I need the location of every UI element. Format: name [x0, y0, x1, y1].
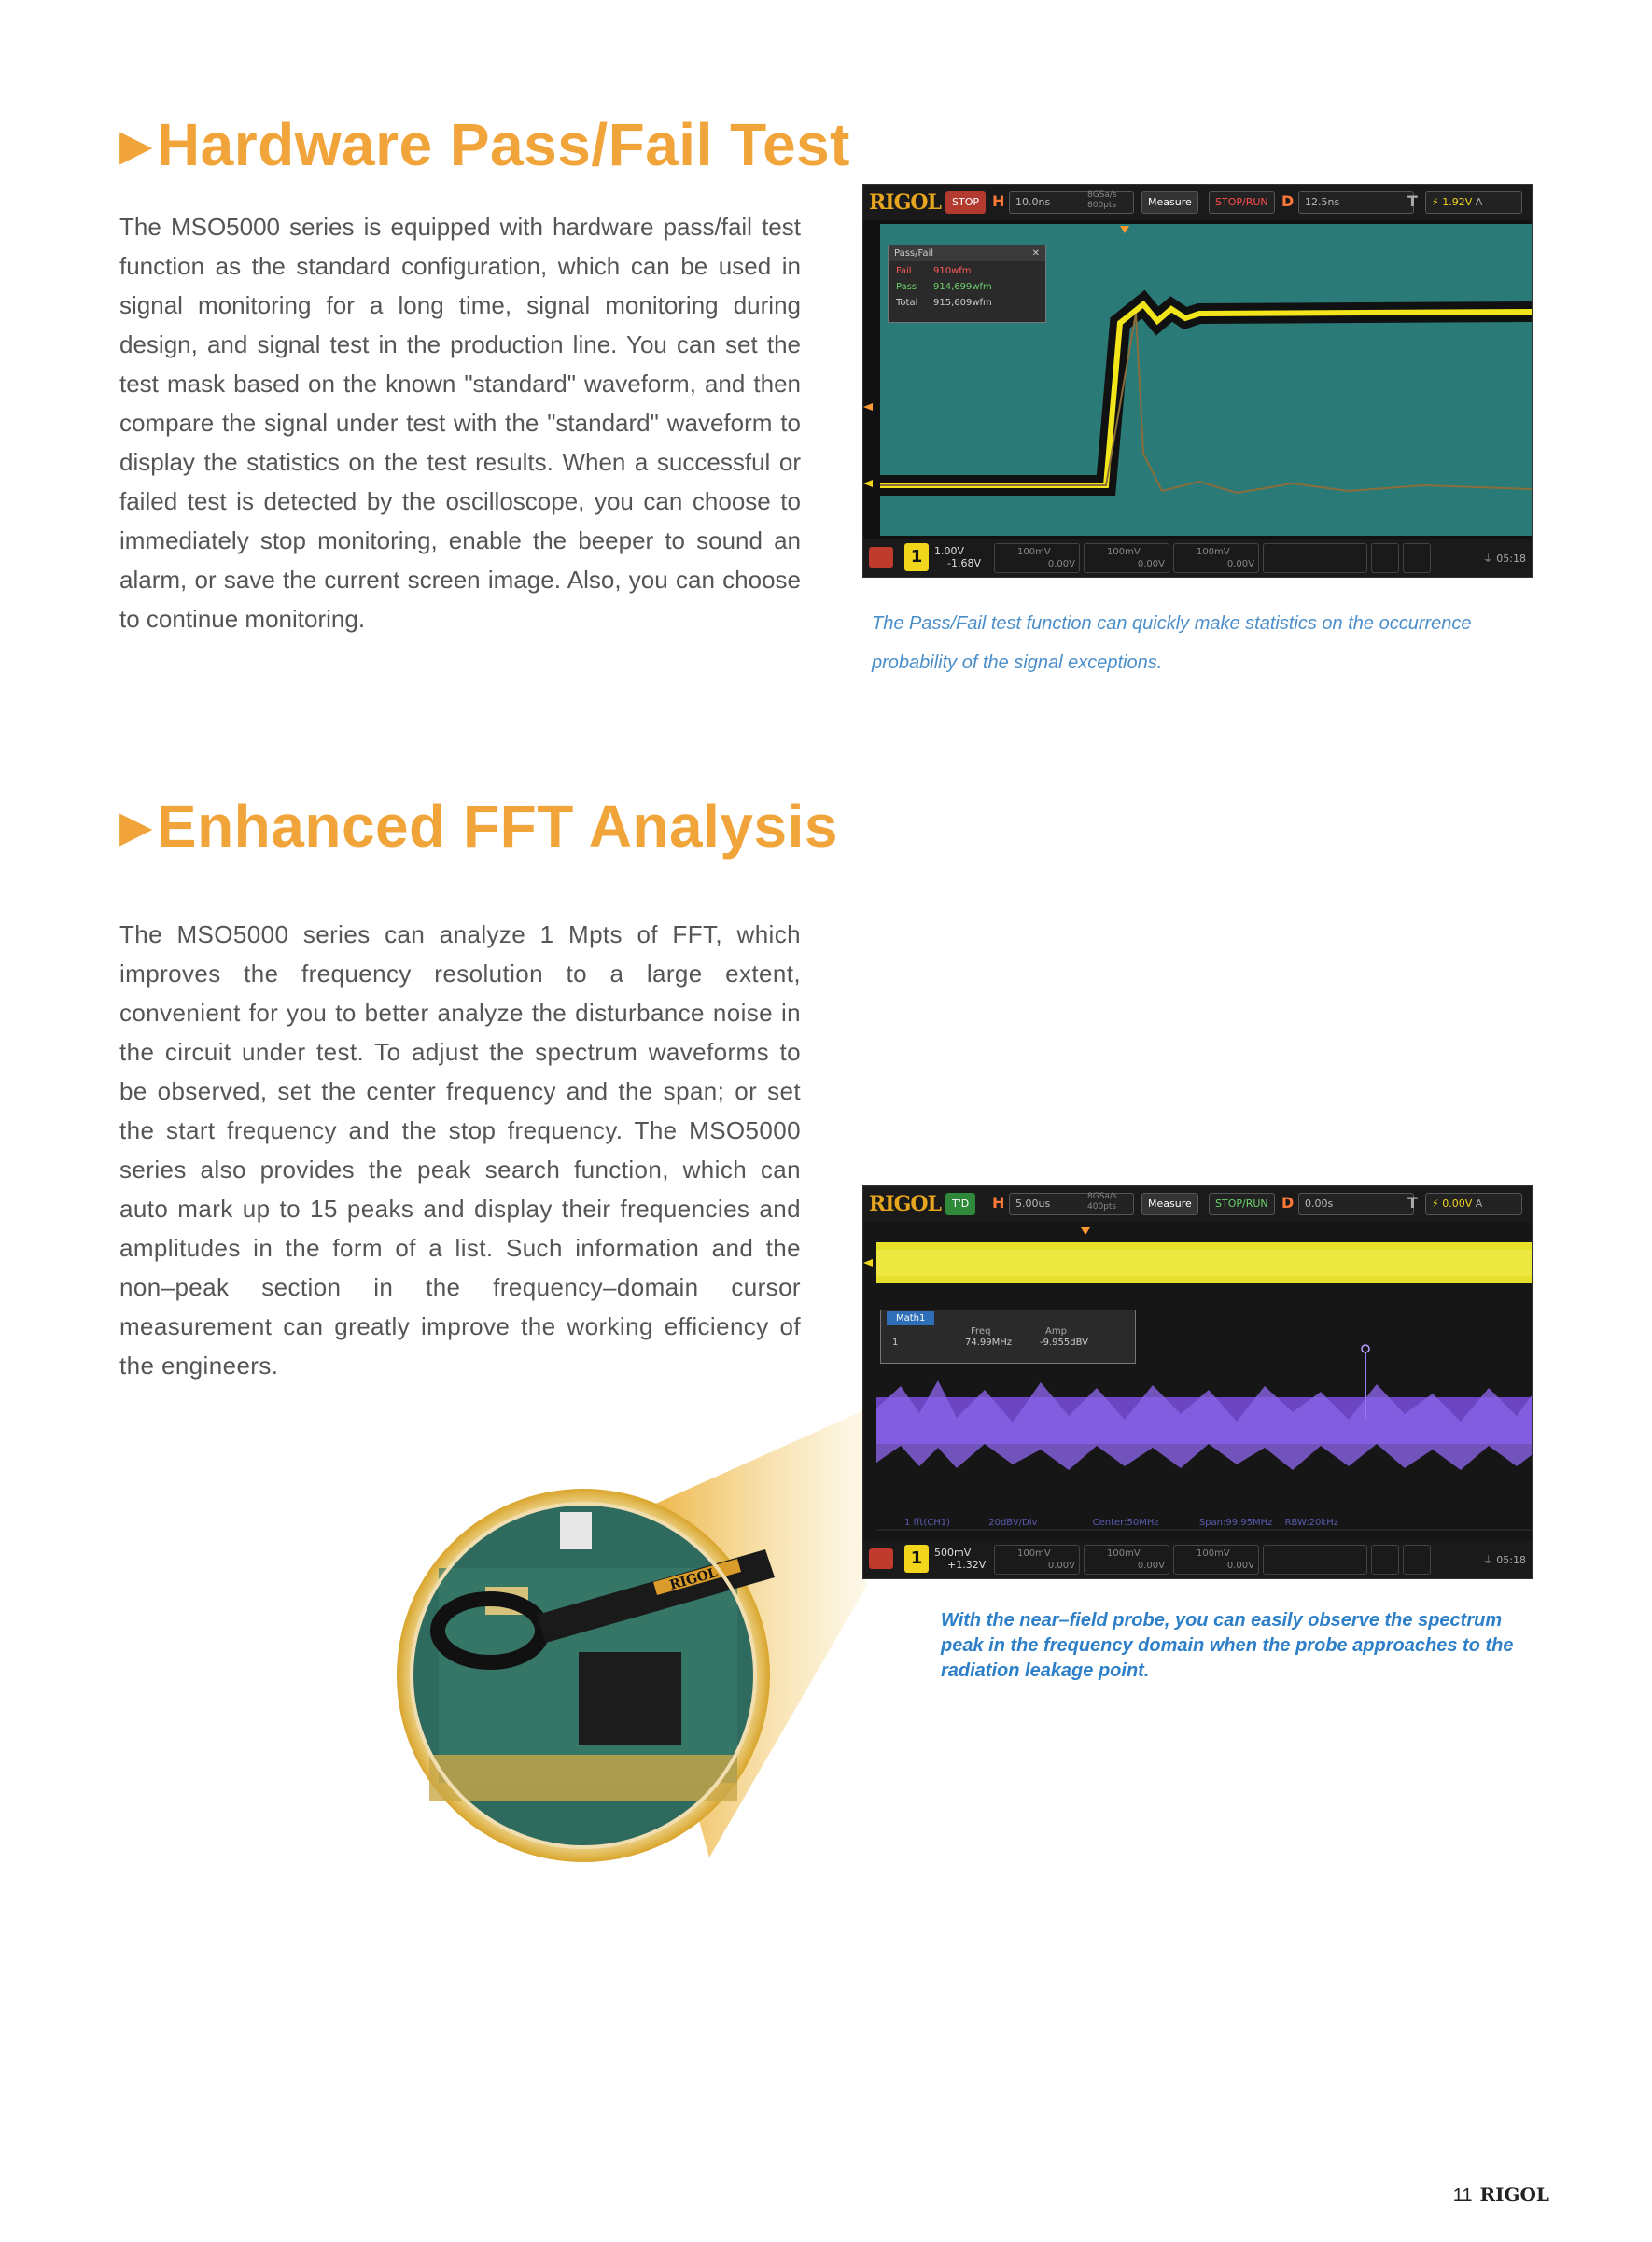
h-icon: H: [992, 1194, 1005, 1212]
row-index: 1: [892, 1338, 899, 1348]
ch2-button[interactable]: 100mV 0.00V: [994, 543, 1080, 573]
stop-run-button[interactable]: STOP/RUN: [1209, 191, 1275, 214]
close-icon[interactable]: ✕: [1031, 248, 1040, 259]
clock-readout: ⏚ 05:18: [1482, 1554, 1526, 1566]
d-icon: D: [1281, 1194, 1295, 1212]
timebase-readout: 10.0ns: [1009, 191, 1134, 214]
fft-rbw: RBW:20kHz: [1284, 1518, 1338, 1528]
probe-label: RIGOL: [667, 1565, 720, 1593]
trigger-level: ⚡ 0.00V A: [1425, 1193, 1522, 1215]
row-freq: 74.99MHz: [965, 1338, 1013, 1348]
footer-brand: RIGOL: [1479, 2183, 1549, 2206]
measure-button[interactable]: Measure: [1141, 1193, 1198, 1215]
total-label: Total: [896, 298, 918, 308]
triangle-bullet-icon: ▶: [119, 802, 153, 850]
fft-source: 1 fft(CH1): [904, 1518, 951, 1528]
run-status-badge: T'D: [945, 1193, 975, 1215]
fft-info-bar: [904, 1518, 1520, 1528]
panel-title: Math1: [887, 1311, 934, 1325]
pass-label: Pass: [896, 282, 917, 292]
table-row: [881, 1338, 1135, 1349]
fft-waveform-area: [863, 1222, 1532, 1541]
ch4-button[interactable]: 100mV 0.00V: [1173, 543, 1259, 573]
fft-peak-table: [880, 1310, 1136, 1364]
fft-span: Span:99.95MHz: [1198, 1518, 1273, 1528]
scope-bottom-bar: [863, 1541, 1532, 1578]
section-title-text: Enhanced FFT Analysis: [156, 792, 838, 860]
rigol-logo: RIGOL: [869, 190, 941, 215]
page-footer: [1453, 2183, 1549, 2207]
clock-readout: ⏚ 05:18: [1482, 553, 1526, 565]
delay-readout: 0.00s: [1298, 1193, 1414, 1215]
ch1-readout: 1.00V -1.68V: [934, 545, 981, 569]
rigol-logo: RIGOL: [869, 1192, 941, 1216]
run-status-badge: STOP: [945, 191, 986, 214]
row-amp: -9.955dBV: [1040, 1338, 1088, 1348]
passfail-description: The MSO5000 series is equipped with hardware pass/fail test function as the standard configuration, which can be used in signal monitoring for a long time, signal monitoring during design, and signal test in the production line. You can set the test mask based on the known "standard" waveform, and then compare the signal under test with the "standard" waveform to display the statistics on the test results. When a successful or failed test is detected by the oscilloscope, you can choose to immediately stop monitoring, enable the beeper to sound an alarm, or save the current screen image. Also, you can choose to continue monitoring.: [119, 213, 801, 633]
col-freq-header: Freq: [971, 1326, 991, 1337]
trigger-t-icon: T: [1407, 1194, 1418, 1212]
fft-scale: 20dBV/Div: [988, 1518, 1038, 1528]
scope-top-bar: [863, 1186, 1532, 1222]
stop-run-button[interactable]: STOP/RUN: [1209, 1193, 1275, 1215]
trigger-level: ⚡ 1.92V A: [1425, 191, 1522, 214]
timebase-readout: 5.00us: [1009, 1193, 1134, 1215]
fft-caption: With the near–field probe, you can easily observe the spectrum peak in the frequency domain when the probe approaches to the radiation leakage point.: [941, 1610, 1514, 1681]
fail-label: Fail: [896, 266, 912, 276]
ch1-button[interactable]: 1: [904, 543, 929, 571]
total-value: 915,609wfm: [933, 298, 992, 308]
col-amp-header: Amp: [1045, 1326, 1067, 1337]
fft-description: The MSO5000 series can analyze 1 Mpts of FFT, which improves the frequency resolution to a large extent, convenient for you to better analyze the disturbance noise in the circuit under test. To adjust the spectrum waveforms to be observed, set the center frequency and the span; or set the start frequency and the stop frequency. The MSO5000 series also provides the peak search function, which can auto mark up to 15 peaks and display their frequencies and amplitudes in the form of a list. Such information and the non–peak section in the frequency–domain cursor measurement can greatly improve the working efficiency of the engineers.: [119, 920, 801, 1380]
sample-info: 8GSa/s 400pts: [1087, 1192, 1117, 1212]
sample-info: 8GSa/s 800pts: [1087, 190, 1117, 210]
ch3-button[interactable]: 100mV 0.00V: [1084, 1545, 1169, 1575]
h-icon: H: [992, 192, 1005, 210]
fail-value: 910wfm: [933, 266, 972, 276]
section-title-text: Hardware Pass/Fail Test: [156, 111, 850, 178]
fft-center: Center:50MHz: [1092, 1518, 1159, 1528]
math-button[interactable]: [1371, 1545, 1399, 1575]
d-icon: D: [1281, 192, 1295, 210]
menu-icon[interactable]: [869, 1548, 893, 1569]
measure-button[interactable]: Measure: [1141, 191, 1198, 214]
ch4-button[interactable]: 100mV 0.00V: [1173, 1545, 1259, 1575]
passfail-caption: The Pass/Fail test function can quickly make statistics on the occurrence probability of the signal exceptions.: [872, 613, 1472, 673]
trigger-t-icon: T: [1407, 192, 1418, 210]
fft-scope-screen: [862, 1185, 1533, 1579]
page-number: 11: [1452, 2185, 1473, 2206]
panel-title: Pass/Fail: [894, 248, 934, 259]
ch1-readout: 500mV +1.32V: [934, 1547, 987, 1571]
ch1-button[interactable]: 1: [904, 1545, 929, 1573]
wave-icon[interactable]: [1403, 1545, 1431, 1575]
logic-channel-button[interactable]: [1263, 1545, 1367, 1575]
triangle-bullet-icon: ▶: [119, 120, 153, 169]
delay-readout: 12.5ns: [1298, 191, 1414, 214]
pass-value: 914,699wfm: [933, 282, 992, 292]
ch2-button[interactable]: 100mV 0.00V: [994, 1545, 1080, 1575]
ch3-button[interactable]: 100mV 0.00V: [1084, 543, 1169, 573]
